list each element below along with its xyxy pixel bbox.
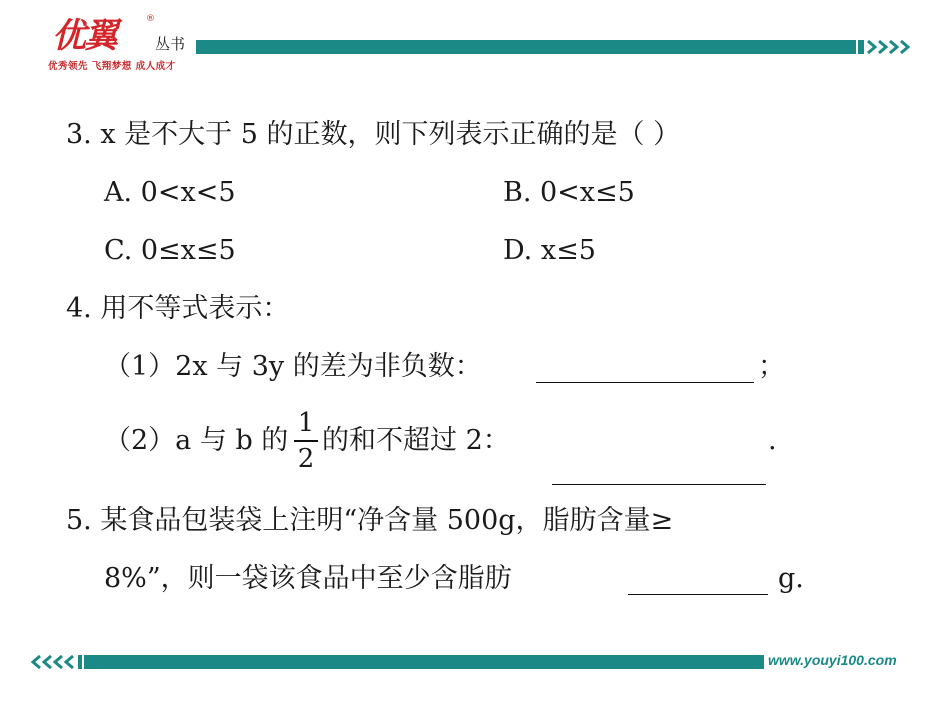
brand-series-label: 丛书 — [155, 35, 186, 53]
answer-blank-4-1[interactable] — [536, 382, 754, 383]
footer-url-link[interactable]: www.youyi100.com — [768, 652, 897, 668]
header-chevrons-icon — [866, 40, 916, 54]
question-5-line-2: 8%”，则一袋该食品中至少含脂肪 — [104, 563, 512, 594]
answer-blank-5[interactable] — [628, 594, 768, 595]
question-3-option-c: C. 0≤x≤5 — [104, 235, 236, 266]
question-4-part-1-end: ； — [758, 351, 785, 382]
question-4-part-2-prefix: （2）a 与 b 的 — [104, 425, 289, 456]
header-bar-end — [858, 40, 864, 54]
question-3-option-b: B. 0<x≤5 — [503, 177, 635, 208]
header-bar — [196, 40, 856, 54]
question-3-option-a: A. 0<x<5 — [104, 177, 236, 208]
fraction-numerator: 1 — [297, 408, 315, 438]
fraction-denominator: 2 — [297, 444, 315, 474]
question-4-part-2-suffix: 的和不超过 2： — [322, 425, 510, 456]
question-3-stem: 3. x 是不大于 5 的正数，则下列表示正确的是（ ） — [66, 119, 681, 150]
brand-slogan: 优秀领先 飞翔梦想 成人成才 — [48, 61, 176, 72]
question-4-stem: 4. 用不等式表示： — [66, 293, 290, 324]
question-4-part-1: （1）2x 与 3y 的差为非负数： — [104, 351, 482, 382]
registered-mark: ® — [146, 14, 155, 24]
footer-bar-start — [78, 655, 82, 669]
question-5-line-1: 5. 某食品包装袋上注明“净含量 500g，脂肪含量≥ — [66, 505, 674, 536]
answer-blank-4-2[interactable] — [552, 484, 766, 485]
footer-bar — [84, 655, 764, 669]
fraction-bar — [294, 440, 318, 442]
question-3-option-d: D. x≤5 — [503, 235, 596, 266]
footer-chevrons-icon — [30, 655, 76, 669]
brand-logo: 优翼 — [52, 16, 116, 56]
question-5-line-2-end: g. — [778, 563, 804, 594]
question-4-part-2-end: . — [768, 425, 777, 456]
